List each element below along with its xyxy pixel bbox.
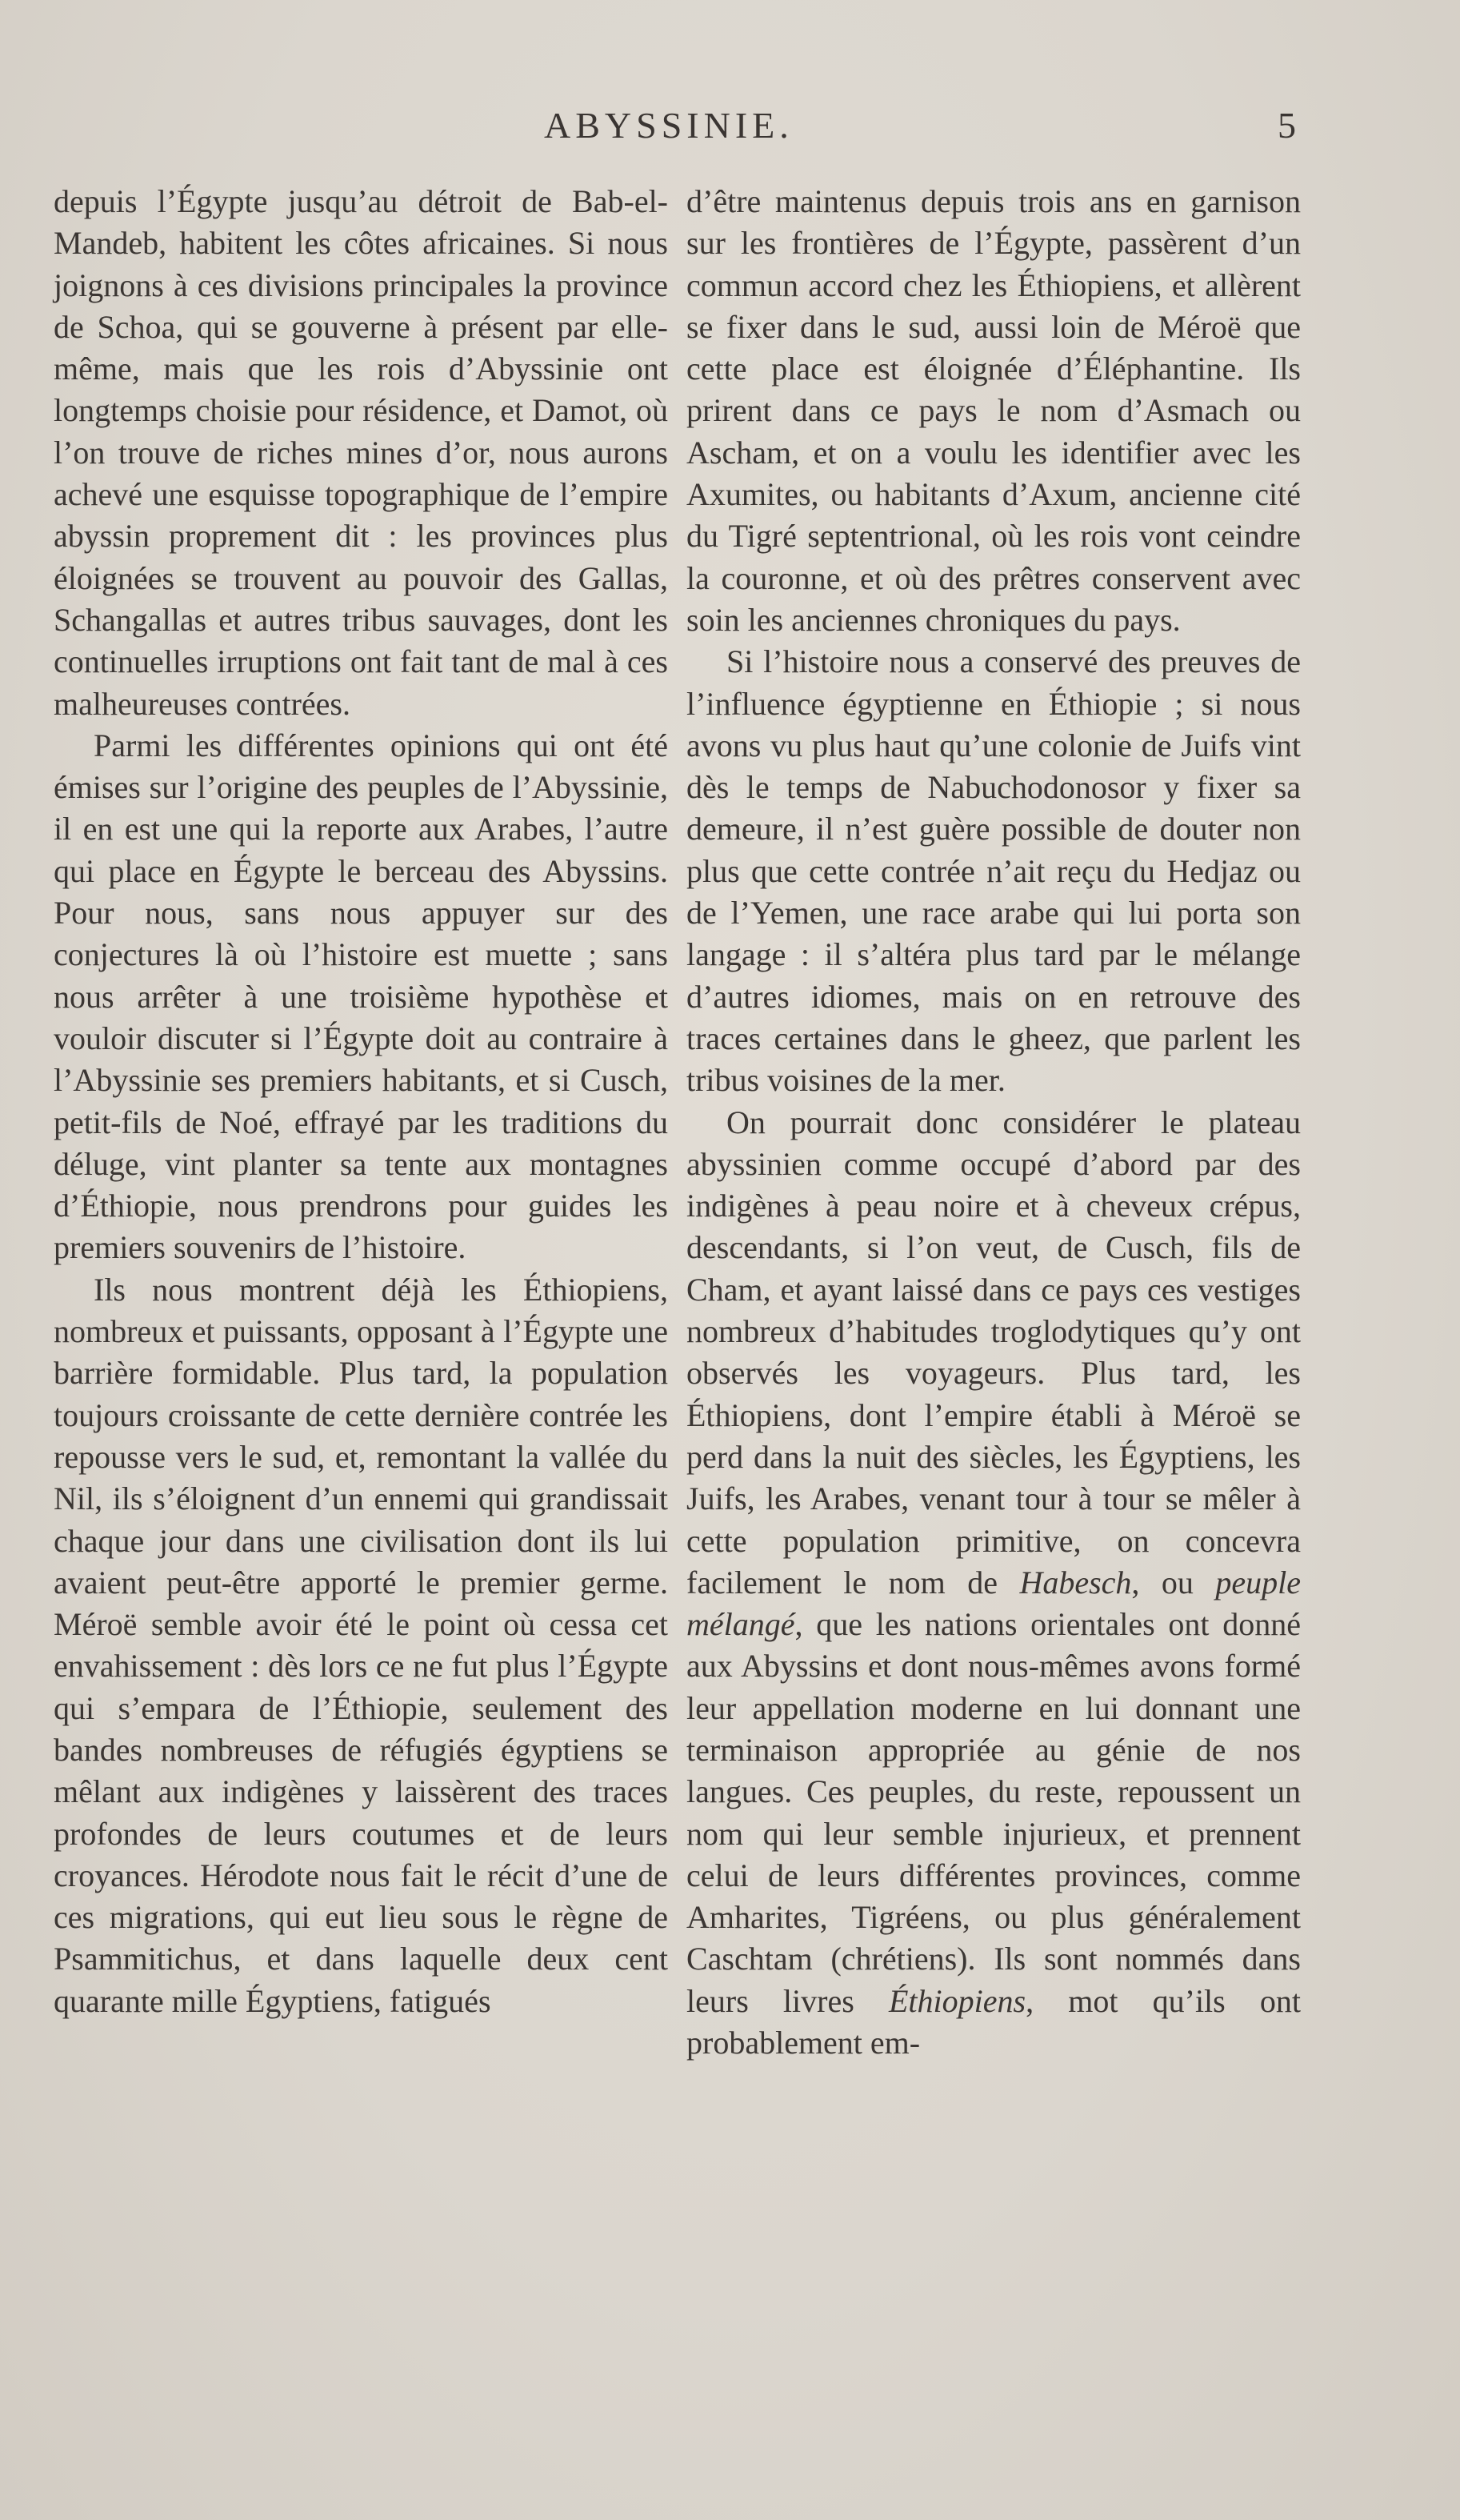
running-head [0, 104, 1460, 152]
italic-term: Habesch [1019, 1564, 1132, 1601]
page-number: 5 [1278, 105, 1296, 146]
paragraph: depuis l’Égypte jusqu’au détroit de Bab-el-Mandeb, habitent les côtes africaines. Si nous joignons à ces divisions principales la province de Schoa, qui se gouverne à présent par elle-même, mais que les rois d’Abyssinie ont longtemps choisie pour résidence, et Damot, où l’on trouve de riches mines d’or, nous aurons achevé une esquisse topographique de l’empire abyssin proprement dit : les provinces plus éloignées se trouvent au pouvoir des Gallas, Schangallas et autres tribus sauvages, dont les continuelles irruptions ont fait tant de mal à ces malheureuses contrées. [54, 183, 668, 722]
paragraph: Si l’histoire nous a conservé des preuves de l’influence égyptienne en Éthiopie ; si nous avons vu plus haut qu’une colonie de Juifs vint dès le temps de Nabuchodonosor y fixer sa demeure, il n’est guère possible de douter non plus que cette contrée n’ait reçu du Hedjaz ou de l’Yemen, une race arabe qui lui porta son langage : il s’altéra plus tard par le mélange d’autres idiomes, mais on en retrouve des traces certaines dans le gheez, que parlent les tribus voisines de la mer. [686, 643, 1301, 1099]
paragraph: d’être maintenus depuis trois ans en garnison sur les frontières de l’Égypte, passèrent d’un commun accord chez les Éthiopiens, et allèrent se fixer dans le sud, aussi loin de Méroë que cette place est éloignée d’Éléphantine. Ils prirent dans ce pays le nom d’Asmach ou Ascham, et on a voulu les identifier avec les Axumites, ou habitants d’Axum, ancienne cité du Tigré septentrional, où les rois vont ceindre la couronne, et où des prêtres conservent avec soin les anciennes chroniques du pays. [686, 183, 1301, 638]
text-run: , mot qu’ils ont probablement em- [686, 1982, 1302, 2061]
left-column [54, 181, 668, 2422]
text-run: , ou [1131, 1564, 1194, 1601]
paragraph: Parmi les différentes opinions qui ont été émises sur l’origine des peuples de l’Abyssinie, il en est une qui la reporte aux Arabes, l’autre qui place en Égypte le berceau des Abyssins. Pour nous, sans nous appuyer sur des conjectures là où l’histoire est muette ; sans nous arrêter à une troisième hypothèse et vouloir discuter si l’Égypte doit au contraire à l’Abyssinie ses premiers habitants, et si Cusch, petit-fils de Noé, effrayé par les traditions du déluge, vint planter sa tente aux montagnes d’Éthiopie, nous prendrons pour guides les premiers souvenirs de l’histoire. [54, 727, 668, 1266]
paragraph: Ils nous montrent déjà les Éthiopiens, nombreux et puissants, opposant à l’Égypte une barrière formidable. Plus tard, la population toujours croissante de cette dernière contrée les repousse vers le sud, et, remontant la vallée du Nil, ils s’éloignent d’un ennemi qui grandissait chaque jour dans une civilisation dont ils lui avaient peut-être apporté le premier germe. Méroë semble avoir été le point où cessa cet envahissement : dès lors ce ne fut plus l’Égypte qui s’empara de l’Éthiopie, seulement des bandes nombreuses de réfugiés égyptiens se mêlant aux indigènes y laissèrent des traces profondes de leurs coutumes et de leurs croyances. Hérodote nous fait le récit d’une de ces migrations, qui eut lieu sous le règne de Psammitichus, et dans laquelle deux cent quarante mille Égyptiens, fatigués [54, 1271, 668, 2019]
text-run: On pourrait donc considérer le plateau abyssinien comme occupé d’abord par des indigènes à peau noire et à cheveux crépus, descendants, si l’on veut, de Cusch, fils de Cham, et ayant laissé dans ce pays ces vestiges nombreux d’habitudes troglodytiques qu’y ont observés les voyageurs. Plus tard, les Éthiopiens, dont l’empire établi à Méroë se perd dans la nuit des siècles, les Égyptiens, les Juifs, les Arabes, venant tour à tour se mêler à cette population primitive, on concevra facilement le nom de [686, 1104, 1301, 1601]
running-title: ABYSSINIE. [544, 105, 794, 146]
paragraph [686, 1102, 1301, 2065]
text-run: , que les nations orientales ont donné aux Abyssins et dont nous-mêmes avons formé leur appellation moderne en lui donnant une terminaison appropriée au génie de nos langues. Ces peuples, du reste, repoussent un nom qui leur semble injurieux, et prennent celui de leurs différentes provinces, comme Amharites, Tigréens, ou plus généralement Caschtam (chrétiens). Ils sont nommés dans leurs livres [686, 1606, 1301, 2019]
italic-term: Éthiopiens [888, 1982, 1026, 2019]
right-column [686, 181, 1301, 2422]
italic-term: peuple mélangé [686, 1564, 1302, 1643]
